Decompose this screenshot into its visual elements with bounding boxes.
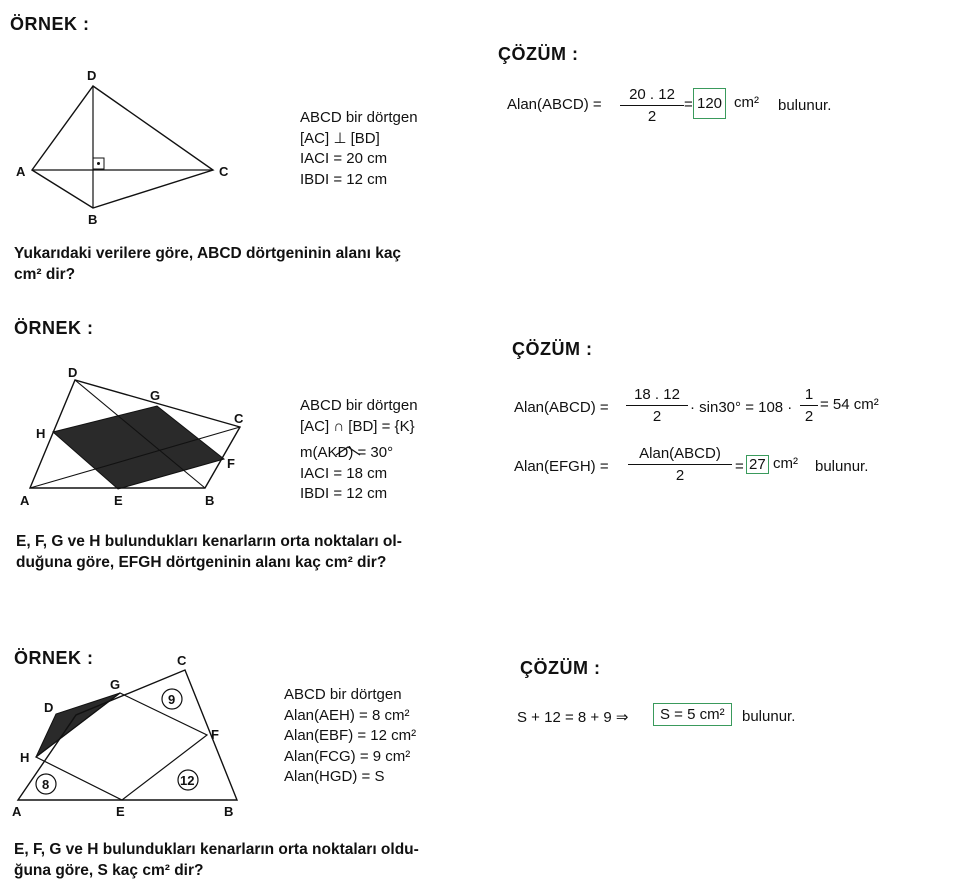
fraction-numerator: 1	[804, 386, 814, 403]
given-line: Alan(HGD) = S	[284, 768, 385, 785]
given-line: IBDI = 12 cm	[300, 170, 388, 188]
fraction-denominator: 2	[647, 108, 657, 125]
question-line: ğuna göre, S kaç cm² dir?	[14, 862, 204, 879]
ex1-label-d: D	[87, 68, 97, 83]
example2-givens	[300, 396, 418, 505]
example3-solution-header: ÇÖZÜM :	[520, 658, 601, 678]
fraction-denominator: 2	[675, 467, 685, 484]
ex2-line2-lhs: Alan(EFGH) =	[514, 458, 609, 475]
given-line: ABCD bir dörtgen	[300, 109, 418, 126]
example3-question	[14, 839, 419, 881]
ex3-label-e: E	[116, 804, 125, 819]
example3-givens	[284, 685, 416, 788]
ex2-label-f: F	[227, 456, 235, 471]
example1-solution-header: ÇÖZÜM :	[498, 44, 579, 64]
ex3-label-a: A	[12, 804, 22, 819]
ex2-line2-unit: cm²	[773, 455, 798, 472]
fraction-denominator: 2	[804, 408, 814, 425]
fraction-numerator: 20 . 12	[629, 86, 675, 103]
given-line: m(AKD) = 30°	[300, 444, 394, 461]
example2-solution-header: ÇÖZÜM :	[512, 339, 593, 359]
ex1-sol-suffix: bulunur.	[778, 97, 832, 114]
ex2-label-g: G	[150, 388, 161, 403]
example1-header: ÖRNEK :	[10, 14, 90, 34]
ex3-label-b: B	[224, 804, 234, 819]
ex3-sol-suffix: bulunur.	[742, 708, 796, 725]
ex2-line2-suffix: bulunur.	[815, 458, 869, 475]
ex1-sol-unit: cm²	[734, 94, 759, 111]
example2-header: ÖRNEK :	[14, 318, 94, 338]
question-line: E, F, G ve H bulundukları kenarların orta noktaları ol-	[16, 533, 402, 550]
example3-header: ÖRNEK :	[14, 648, 94, 668]
ex2-label-a: A	[20, 493, 30, 508]
given-line: [AC] ∩ [BD] = {K}	[300, 417, 415, 435]
ex2-label-b: B	[205, 493, 215, 508]
given-line: [AC] ⊥ [BD]	[300, 129, 380, 147]
ex3-label-g: G	[110, 677, 121, 692]
ex1-sol-eq: =	[684, 96, 693, 113]
ex3-circle-9: 9	[168, 692, 176, 707]
given-line: Alan(FCG) = 9 cm²	[284, 747, 411, 765]
given-line: IACI = 18 cm	[300, 464, 388, 482]
ex2-label-h: H	[36, 426, 46, 441]
ex2-label-c: C	[234, 411, 244, 426]
example1-givens	[300, 108, 418, 190]
ex2-line2-eq: =	[735, 458, 744, 475]
fraction-denominator: 2	[652, 408, 662, 425]
ex3-circle-8: 8	[42, 777, 50, 792]
ex3-label-d: D	[44, 700, 54, 715]
ex3-label-h: H	[20, 750, 30, 765]
ex3-circle-12: 12	[180, 773, 195, 788]
given-line: IACI = 20 cm	[300, 150, 388, 167]
question-line: duğuna göre, EFGH dörtgeninin alanı kaç cm² dir?	[16, 554, 387, 571]
ex2-line2-fraction	[628, 445, 732, 484]
ex3-label-f: F	[211, 727, 219, 742]
given-line: ABCD bir dörtgen	[284, 686, 402, 703]
ex1-answer-box: 120	[693, 88, 726, 119]
ex3-sol-lhs: S + 12 = 8 + 9 ⇒	[517, 709, 629, 726]
ex3-answer-box: S = 5 cm²	[653, 703, 732, 726]
fraction-numerator: 18 . 12	[634, 386, 680, 403]
given-line: Alan(EBF) = 12 cm²	[284, 727, 417, 744]
ex2-line1-mid: · sin30° = 108 ·	[690, 399, 793, 416]
given-line: Alan(AEH) = 8 cm²	[284, 706, 410, 724]
ex2-label-e: E	[114, 493, 123, 508]
ex1-fraction	[620, 86, 684, 125]
question-line: E, F, G ve H bulundukları kenarların orta noktaları oldu-	[14, 841, 419, 858]
ex1-label-a: A	[16, 164, 26, 179]
ex1-label-c: C	[219, 164, 229, 179]
ex2-line1-fraction2	[800, 386, 818, 425]
ex1-sol-lhs: Alan(ABCD) =	[507, 96, 602, 113]
question-line: cm² dir?	[14, 266, 76, 283]
given-line: IBDI = 12 cm	[300, 485, 388, 502]
given-line: ABCD bir dörtgen	[300, 397, 418, 414]
ex1-label-b: B	[88, 212, 98, 227]
ex2-label-d: D	[68, 365, 78, 380]
ex2-line1-end: = 54 cm²	[820, 396, 879, 413]
question-line: Yukarıdaki verilere göre, ABCD dörtgeninin alanı kaç	[14, 245, 402, 262]
ex2-line1-lhs: Alan(ABCD) =	[514, 399, 609, 416]
example3-figure	[0, 0, 260, 820]
ex2-answer-box: 27	[746, 455, 769, 474]
ex3-label-c: C	[177, 653, 187, 668]
fraction-numerator: Alan(ABCD)	[639, 445, 721, 462]
ex2-line1-fraction	[626, 386, 688, 425]
